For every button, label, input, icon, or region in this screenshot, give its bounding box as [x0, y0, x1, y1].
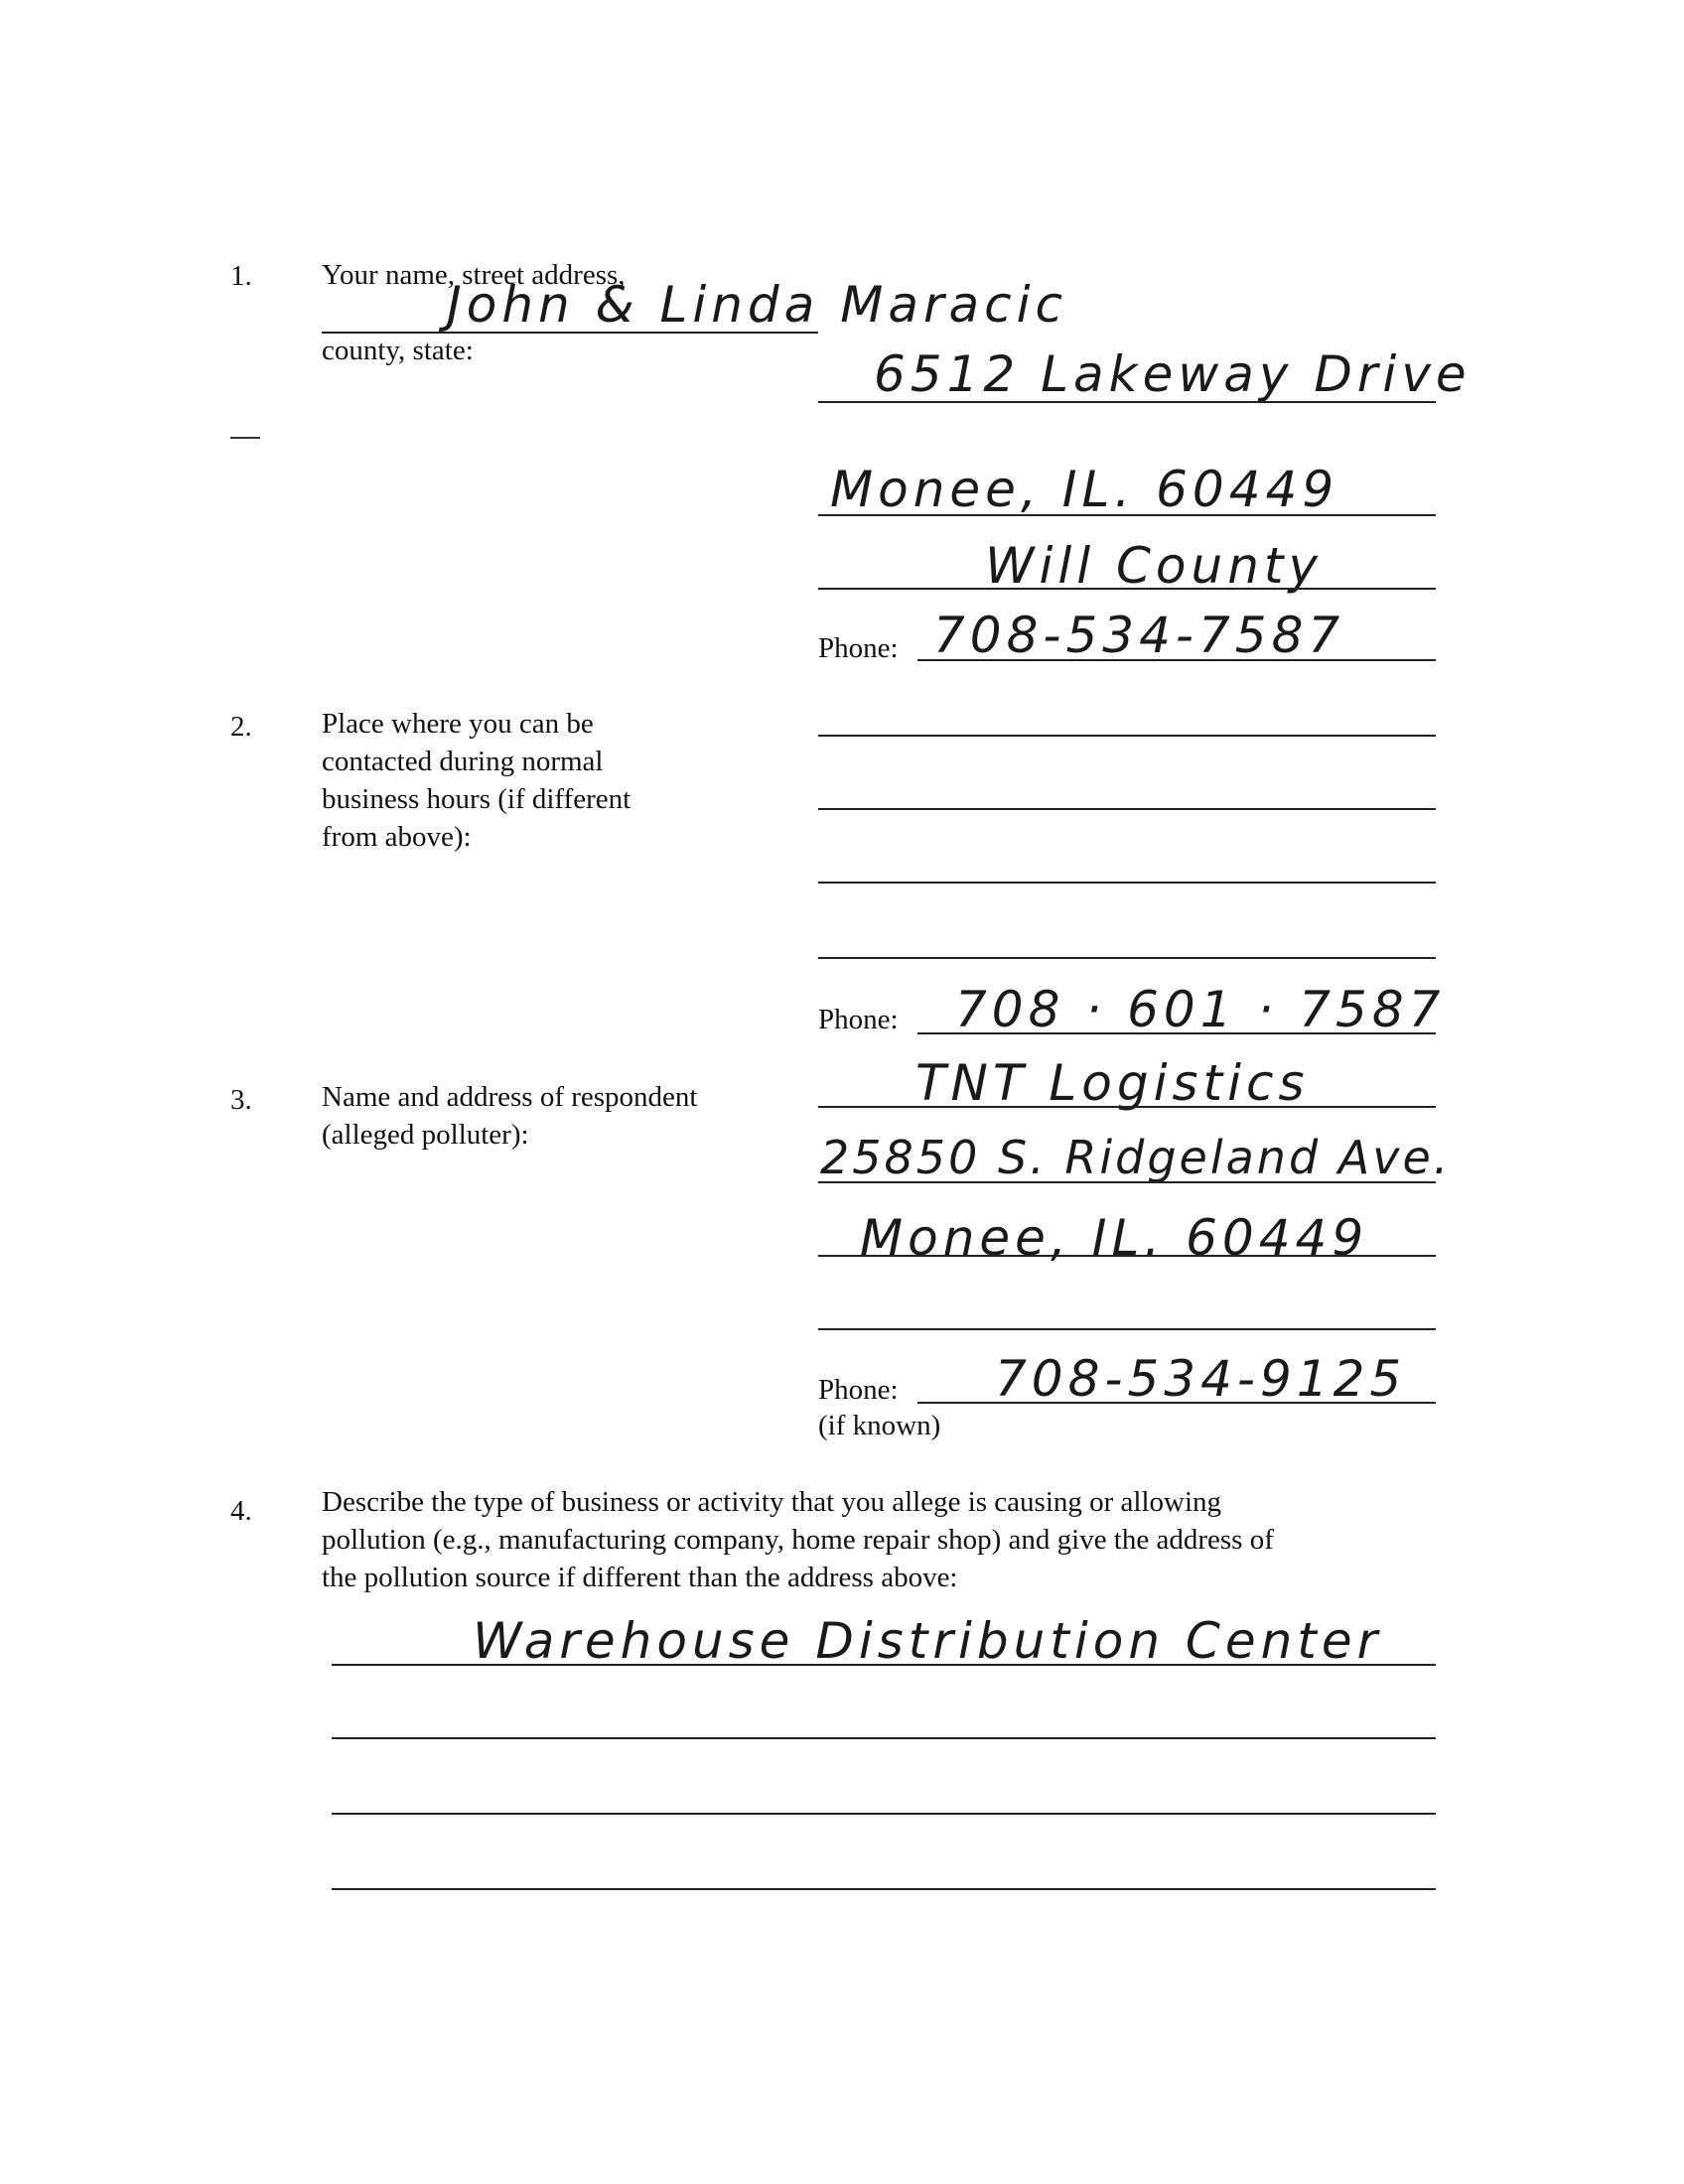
q1-county-line[interactable]: [818, 588, 1436, 590]
q3-extra-line[interactable]: [818, 1328, 1436, 1330]
q1-city-line[interactable]: [818, 514, 1436, 516]
q1-phone-answer: 708-534-7587: [933, 607, 1345, 664]
q2-label-line2: contacted during normal: [322, 746, 604, 777]
q3-street-answer: 25850 S. Ridgeland Ave.: [820, 1131, 1452, 1184]
q1-street-answer: 6512 Lakeway Drive: [874, 345, 1472, 403]
q4-line-4[interactable]: [332, 1888, 1436, 1890]
q1-number: 1.: [230, 260, 252, 292]
q1-city-answer: Monee, IL. 60449: [830, 461, 1339, 518]
q3-street-line[interactable]: [818, 1181, 1436, 1183]
q2-phone-label: Phone:: [818, 1004, 899, 1035]
q3-company-answer: TNT Logistics: [915, 1054, 1310, 1112]
q4-answer: Warehouse Distribution Center: [473, 1612, 1383, 1670]
q3-city-line[interactable]: [818, 1255, 1436, 1257]
q3-phone-label: Phone:: [818, 1374, 899, 1406]
q2-phone-answer: 708 · 601 · 7587: [955, 981, 1446, 1038]
q3-label-line1: Name and address of respondent: [322, 1081, 698, 1113]
q4-label-line2: pollution (e.g., manufacturing company, home repair shop) and give the address of: [322, 1524, 1274, 1556]
q1-label-line2: county, state:: [322, 335, 474, 366]
q2-line-4[interactable]: [818, 957, 1436, 959]
q4-number: 4.: [230, 1495, 252, 1527]
q1-phone-line[interactable]: [917, 659, 1436, 661]
q1-street-line[interactable]: [818, 401, 1436, 403]
q3-label-line2: (alleged polluter):: [322, 1119, 529, 1151]
q2-label-line4: from above):: [322, 821, 472, 853]
q3-phone-note: (if known): [818, 1410, 941, 1441]
margin-dash: [230, 437, 260, 439]
q3-company-line[interactable]: [818, 1106, 1436, 1108]
q4-label-line3: the pollution source if different than the address above:: [322, 1562, 958, 1593]
q3-number: 3.: [230, 1084, 252, 1116]
q2-number: 2.: [230, 711, 252, 743]
q3-phone-line[interactable]: [917, 1402, 1436, 1404]
q1-label-line1: Your name, street address,: [322, 259, 626, 291]
q1-county-answer: Will County: [985, 537, 1324, 595]
q2-line-3[interactable]: [818, 882, 1436, 884]
q4-line-2[interactable]: [332, 1737, 1436, 1739]
q2-phone-line[interactable]: [917, 1032, 1436, 1034]
q1-name-answer: John & Linda Maracic: [447, 276, 1068, 334]
q2-label-line1: Place where you can be: [322, 708, 594, 740]
q3-phone-answer: 708-534-9125: [995, 1350, 1407, 1408]
q4-label-line1: Describe the type of business or activity that you allege is causing or allowing: [322, 1486, 1222, 1518]
q1-phone-label: Phone:: [818, 632, 899, 664]
q4-line-1[interactable]: [332, 1664, 1436, 1666]
q4-line-3[interactable]: [332, 1813, 1436, 1815]
q2-line-2[interactable]: [818, 808, 1436, 810]
q2-line-1[interactable]: [818, 735, 1436, 737]
q3-city-answer: Monee, IL. 60449: [860, 1209, 1369, 1267]
q2-label-line3: business hours (if different: [322, 783, 632, 815]
